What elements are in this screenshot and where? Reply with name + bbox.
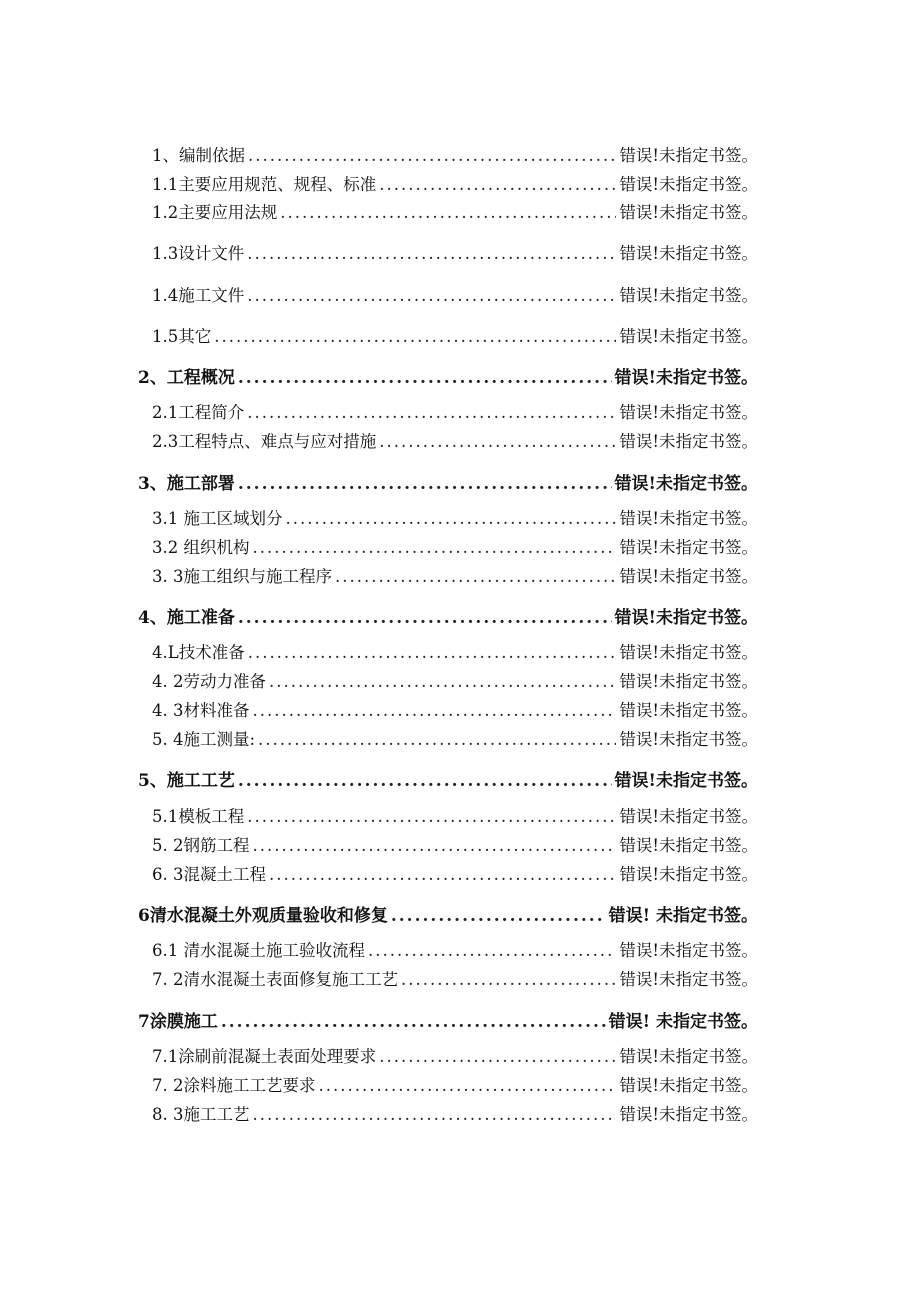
toc-entry[interactable] — [138, 603, 758, 628]
toc-entry[interactable] — [138, 766, 758, 791]
toc-entry[interactable] — [152, 832, 758, 856]
toc-entry-label: 1.5其它 — [152, 327, 212, 346]
toc-entry[interactable] — [152, 966, 758, 990]
toc-entry-page: 错误!未指定书签。 — [614, 368, 758, 388]
toc-entry-page: 错误!未指定书签。 — [619, 1105, 758, 1124]
toc-entry-label: 2、工程概况 — [138, 368, 235, 388]
toc-entry[interactable] — [152, 199, 758, 223]
toc-entry[interactable] — [152, 171, 758, 195]
toc-entry[interactable] — [152, 240, 758, 264]
toc-entry[interactable] — [152, 563, 758, 587]
toc-entry[interactable] — [138, 469, 758, 494]
toc-entry-label: 3、施工部署 — [138, 474, 235, 494]
toc-entry-label: 4. 3材料准备 — [152, 701, 250, 720]
dot-leader — [286, 509, 617, 528]
toc-entry-label: 7涂膜施工 — [138, 1012, 218, 1032]
toc-entry-page: 错误!未指定书签。 — [619, 538, 758, 557]
dot-leader — [253, 701, 617, 720]
dot-leader — [253, 836, 617, 855]
toc-entry-page: 错误!未指定书签。 — [614, 608, 758, 628]
toc-entry-page: 错误!未指定书签。 — [614, 771, 758, 791]
dot-leader — [269, 865, 616, 884]
toc-entry[interactable] — [138, 901, 758, 926]
toc-entry[interactable] — [152, 505, 758, 529]
toc-entry-label: 3. 3施工组织与施工程序 — [152, 567, 332, 586]
toc-entry-label: 4、施工准备 — [138, 608, 235, 628]
toc-entry-label: 4. 2劳动力准备 — [152, 672, 266, 691]
toc-entry-label: 3.2 组织机构 — [152, 538, 250, 557]
toc-entry-label: 1.2主要应用法规 — [152, 203, 278, 222]
toc-entry-page: 错误!未指定书签。 — [619, 970, 758, 989]
dot-leader — [238, 474, 612, 494]
dot-leader — [238, 771, 612, 791]
dot-leader — [391, 906, 606, 926]
toc-entry-page: 错误!未指定书签。 — [619, 286, 758, 305]
toc-entry-label: 2.3工程特点、难点与应对措施 — [152, 432, 377, 451]
toc-entry-page: 错误!未指定书签。 — [619, 327, 758, 346]
toc-entry[interactable] — [152, 428, 758, 452]
toc-entry-page: 错误!未指定书签。 — [619, 730, 758, 749]
toc-entry[interactable] — [152, 726, 758, 750]
toc-entry-label: 6清水混凝土外观质量验收和修复 — [138, 906, 388, 926]
toc-entry-page: 错误!未指定书签。 — [619, 509, 758, 528]
dot-leader — [248, 146, 616, 165]
dot-leader — [253, 1105, 617, 1124]
dot-leader — [247, 286, 616, 305]
toc-entry[interactable] — [152, 668, 758, 692]
dot-leader — [319, 1076, 617, 1095]
toc-entry-label: 2.1工程简介 — [152, 403, 245, 422]
toc-entry-page: 错误!未指定书签。 — [619, 403, 758, 422]
dot-leader — [335, 567, 616, 586]
dot-leader — [253, 538, 617, 557]
dot-leader — [269, 672, 616, 691]
toc-entry[interactable] — [152, 639, 758, 663]
toc-entry-page: 错误!未指定书签。 — [614, 474, 758, 494]
toc-entry-label: 4.L技术准备 — [152, 643, 245, 662]
toc-entry[interactable] — [152, 142, 758, 166]
toc-entry[interactable] — [152, 399, 758, 423]
toc-entry[interactable] — [152, 803, 758, 827]
toc-entry-page: 错误!未指定书签。 — [619, 567, 758, 586]
dot-leader — [379, 1047, 616, 1066]
toc-entry-page: 错误!未指定书签。 — [619, 432, 758, 451]
toc-entry-page: 错误!未指定书签。 — [619, 836, 758, 855]
toc-entry-label: 5、施工工艺 — [138, 771, 235, 791]
dot-leader — [368, 941, 616, 960]
toc-entry[interactable] — [152, 861, 758, 885]
dot-leader — [247, 807, 616, 826]
toc-entry[interactable] — [152, 534, 758, 558]
toc-entry-page: 错误!未指定书签。 — [619, 203, 758, 222]
toc-entry-label: 1.4施工文件 — [152, 286, 245, 305]
toc-entry-label: 1.1主要应用规范、规程、标准 — [152, 175, 377, 194]
toc-entry[interactable] — [152, 1101, 758, 1125]
dot-leader — [247, 244, 616, 263]
dot-leader — [221, 1012, 606, 1032]
toc-entry-label: 6.1 清水混凝土施工验收流程 — [152, 941, 365, 960]
toc-entry-page: 错误!未指定书签。 — [619, 1076, 758, 1095]
toc-entry-label: 3.1 施工区域划分 — [152, 509, 283, 528]
toc-entry-label: 6. 3混凝土工程 — [152, 865, 266, 884]
dot-leader — [238, 608, 612, 628]
toc-entry[interactable] — [152, 1072, 758, 1096]
toc-entry-page: 错误!未指定书签。 — [619, 672, 758, 691]
toc-entry-page: 错误! 未指定书签。 — [608, 906, 758, 926]
dot-leader — [258, 730, 616, 749]
toc-entry-label: 7. 2涂料施工工艺要求 — [152, 1076, 316, 1095]
dot-leader — [379, 432, 616, 451]
toc-entry-label: 7. 2清水混凝土表面修复施工工艺 — [152, 970, 398, 989]
toc-entry-page: 错误!未指定书签。 — [619, 146, 758, 165]
dot-leader — [238, 368, 612, 388]
dot-leader — [214, 327, 616, 346]
toc-entry-page: 错误!未指定书签。 — [619, 175, 758, 194]
toc-entry-label: 1、编制依据 — [152, 146, 245, 165]
dot-leader — [248, 643, 617, 662]
toc-entry-page: 错误!未指定书签。 — [619, 244, 758, 263]
dot-leader — [280, 203, 616, 222]
toc-entry-label: 1.3设计文件 — [152, 244, 245, 263]
dot-leader — [401, 970, 616, 989]
toc-entry-page: 错误!未指定书签。 — [619, 1047, 758, 1066]
toc-entry-label: 5. 2钢筋工程 — [152, 836, 250, 855]
toc-entry[interactable] — [152, 1043, 758, 1067]
toc-entry[interactable] — [138, 1007, 758, 1032]
toc-entry-label: 5. 4施工测量: — [152, 730, 256, 749]
toc-entry[interactable] — [152, 937, 758, 961]
dot-leader — [247, 403, 616, 422]
toc-entry[interactable] — [152, 282, 758, 306]
toc-entry-page: 错误! 未指定书签。 — [608, 1012, 758, 1032]
toc-entry-label: 7.1涂刷前混凝土表面处理要求 — [152, 1047, 377, 1066]
toc-entry-label: 8. 3施工工艺 — [152, 1105, 250, 1124]
toc-entry-page: 错误!未指定书签。 — [619, 941, 758, 960]
toc-entry[interactable] — [138, 363, 758, 388]
toc-entry-page: 错误!未指定书签。 — [619, 865, 758, 884]
toc-entry[interactable] — [152, 323, 758, 347]
toc-entry-label: 5.1模板工程 — [152, 807, 245, 826]
toc-entry-page: 错误!未指定书签。 — [619, 807, 758, 826]
toc-entry-page: 错误!未指定书签。 — [619, 643, 758, 662]
toc-entry[interactable] — [152, 697, 758, 721]
dot-leader — [379, 175, 616, 194]
toc-entry-page: 错误!未指定书签。 — [619, 701, 758, 720]
